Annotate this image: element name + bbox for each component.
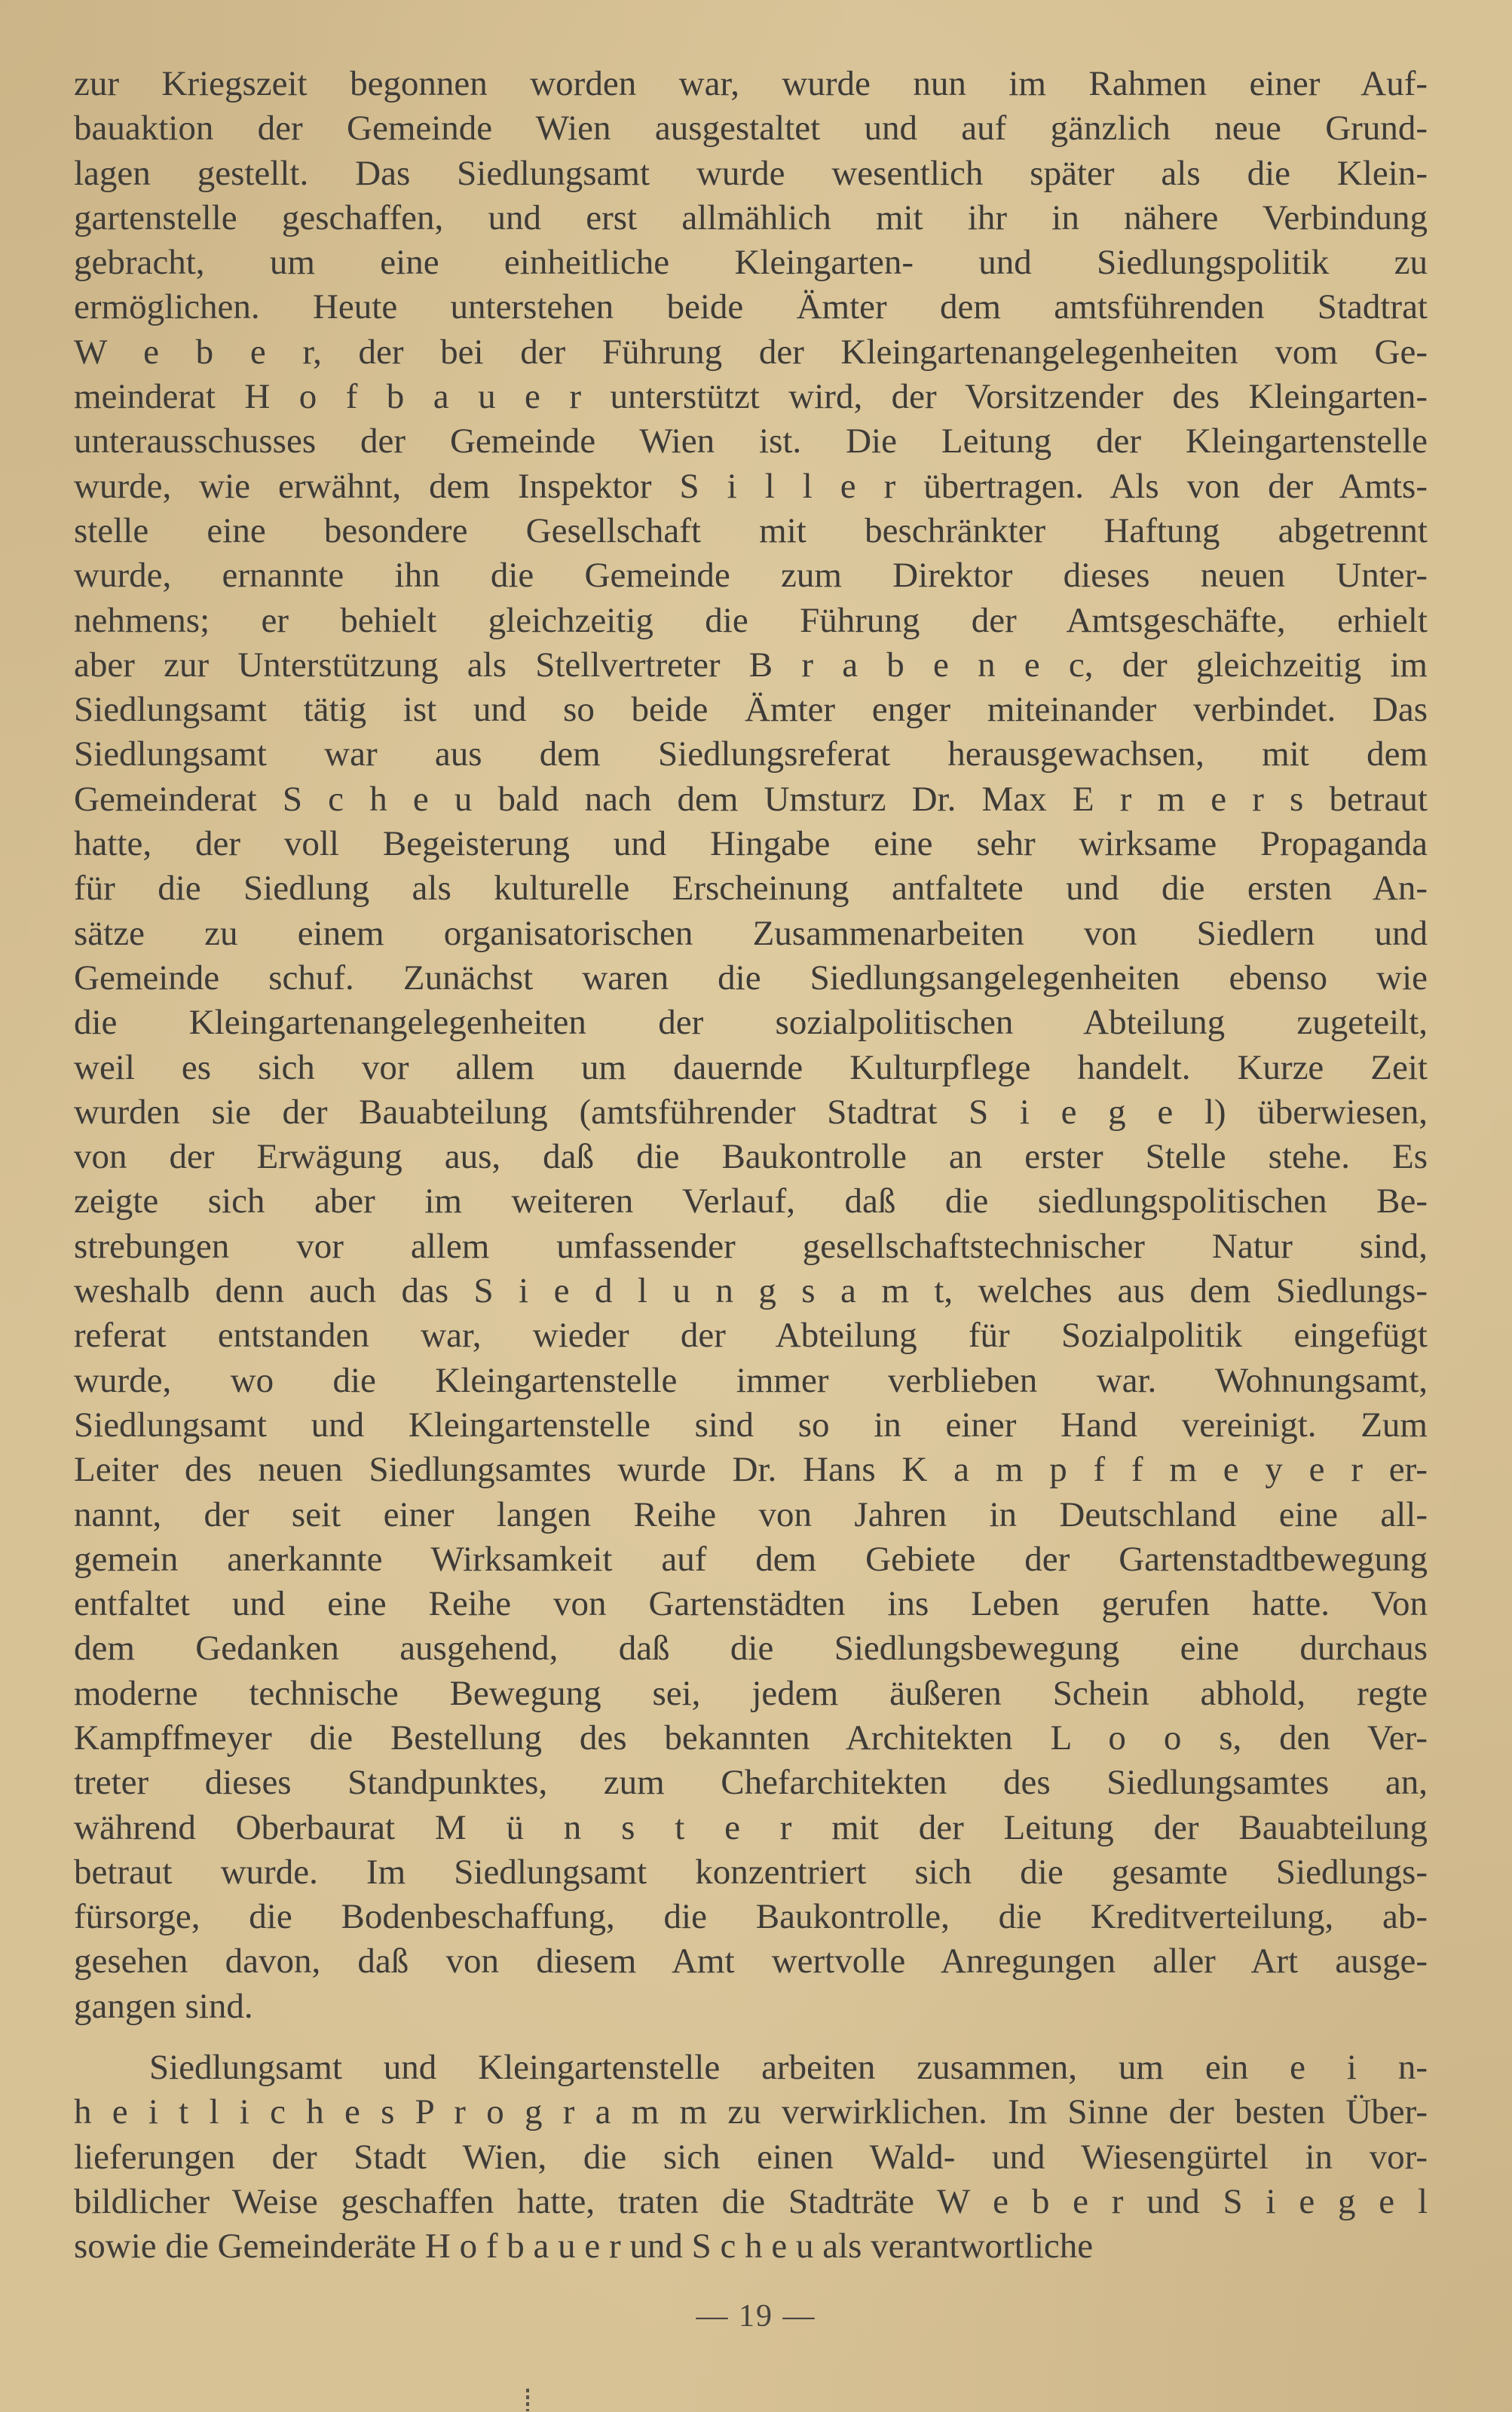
text-line: Gemeinderat S c h e u bald nach dem Umsturz Dr. Max E r m e r s betraut bbox=[74, 779, 1428, 819]
text-line: stelle eine besondere Gesellschaft mit beschränkter Haftung abgetrennt bbox=[74, 510, 1428, 550]
paragraph bbox=[74, 62, 1428, 2029]
text-line: gartenstelle geschaffen, und erst allmählich mit ihr in nähere Verbindung bbox=[74, 198, 1428, 238]
text-line: von der Erwägung aus, daß die Baukontrolle an erster Stelle stehe. Es bbox=[74, 1137, 1428, 1177]
text-line: h e i t l i c h e s P r o g r a m m zu verwirklichen. Im Sinne der besten Über- bbox=[74, 2092, 1428, 2132]
text-line: treter dieses Standpunktes, zum Chefarchitekten des Siedlungsamtes an, bbox=[74, 1763, 1428, 1803]
text-line: wurde, wo die Kleingartenstelle immer verblieben war. Wohnungsamt, bbox=[74, 1360, 1428, 1400]
text-line: bildlicher Weise geschaffen hatte, traten die Stadträte W e b e r und S i e g e l bbox=[74, 2181, 1428, 2221]
text-line: zeigte sich aber im weiteren Verlauf, daß die siedlungspolitischen Be- bbox=[74, 1181, 1428, 1221]
text-line: wurden sie der Bauabteilung (amtsführender Stadtrat S i e g e l) überwiesen, bbox=[74, 1092, 1428, 1132]
text-line: Siedlungsamt tätig ist und so beide Ämter enger miteinander verbindet. Das bbox=[74, 690, 1428, 730]
text-line: gangen sind. bbox=[74, 1986, 253, 2026]
text-line: gemein anerkannte Wirksamkeit auf dem Gebiete der Gartenstadtbewegung bbox=[74, 1539, 1428, 1579]
text-line: entfaltet und eine Reihe von Gartenstädten ins Leben gerufen hatte. Von bbox=[74, 1584, 1428, 1624]
text-line: zur Kriegszeit begonnen worden war, wurde nun im Rahmen einer Auf- bbox=[74, 64, 1428, 103]
text-line: nehmens; er behielt gleichzeitig die Führung der Amtsgeschäfte, erhielt bbox=[74, 600, 1428, 640]
text-line: betraut wurde. Im Siedlungsamt konzentriert sich die gesamte Siedlungs- bbox=[74, 1852, 1428, 1892]
text-line: W e b e r, der bei der Führung der Kleingartenangelegenheiten vom Ge- bbox=[74, 332, 1428, 372]
text-line: nannt, der seit einer langen Reihe von Jahren in Deutschland eine all- bbox=[74, 1494, 1428, 1534]
paragraph bbox=[74, 2046, 1428, 2269]
text-line: Siedlungsamt war aus dem Siedlungsreferat herausgewachsen, mit dem bbox=[74, 734, 1428, 774]
text-line: weshalb denn auch das S i e d l u n g s a m t, welches aus dem Siedlungs- bbox=[74, 1271, 1428, 1311]
text-line: meinderat H o f b a u e r unterstützt wird, der Vorsitzender des Kleingarten- bbox=[74, 377, 1428, 417]
page-number: — 19 — bbox=[696, 2299, 816, 2334]
text-line: gesehen davon, daß von diesem Amt wertvolle Anregungen aller Art ausge- bbox=[74, 1942, 1428, 1981]
text-line: sätze zu einem organisatorischen Zusammenarbeiten von Siedlern und bbox=[74, 913, 1428, 953]
text-line: weil es sich vor allem um dauernde Kulturpflege handelt. Kurze Zeit bbox=[74, 1047, 1428, 1087]
text-line: die Kleingartenangelegenheiten der sozialpolitischen Abteilung zugeteilt, bbox=[74, 1003, 1428, 1043]
text-line: Kampffmeyer die Bestellung des bekannten Architekten L o o s, den Ver- bbox=[74, 1718, 1428, 1758]
text-line: fürsorge, die Bodenbeschaffung, die Baukontrolle, die Kreditverteilung, ab- bbox=[74, 1897, 1428, 1937]
text-line: referat entstanden war, wieder der Abteilung für Sozialpolitik eingefügt bbox=[74, 1316, 1428, 1356]
text-line: ermöglichen. Heute unterstehen beide Ämter dem amtsführenden Stadtrat bbox=[74, 287, 1428, 327]
text-line: unterausschusses der Gemeinde Wien ist. Die Leitung der Kleingartenstelle bbox=[74, 421, 1428, 461]
text-line: Gemeinde schuf. Zunächst waren die Siedlungsangelegenheiten ebenso wie bbox=[74, 958, 1428, 998]
text-line: lagen gestellt. Das Siedlungsamt wurde wesentlich später als die Klein- bbox=[74, 153, 1428, 193]
text-line: bauaktion der Gemeinde Wien ausgestaltet und auf gänzlich neue Grund- bbox=[74, 109, 1428, 149]
text-line: wurde, ernannte ihn die Gemeinde zum Direktor dieses neuen Unter- bbox=[74, 556, 1428, 596]
text-line: wurde, wie erwähnt, dem Inspektor S i l l e r übertragen. Als von der Amts- bbox=[74, 466, 1428, 506]
text-line: gebracht, um eine einheitliche Kleingarten- und Siedlungspolitik zu bbox=[74, 243, 1428, 283]
text-line: hatte, der voll Begeisterung und Hingabe eine sehr wirksame Propaganda bbox=[74, 824, 1428, 864]
paragraph-gap bbox=[74, 2029, 1428, 2046]
text-line: dem Gedanken ausgehend, daß die Siedlungsbewegung eine durchaus bbox=[74, 1629, 1428, 1669]
text-line: aber zur Unterstützung als Stellvertreter B r a b e n e c, der gleichzeitig im bbox=[74, 645, 1428, 685]
text-line: sowie die Gemeinderäte H o f b a u e r und S c h e u als verantwortliche bbox=[74, 2227, 1094, 2266]
text-line: strebungen vor allem umfassender gesellschaftstechnischer Natur sind, bbox=[74, 1226, 1428, 1266]
text-line: während Oberbaurat M ü n s t e r mit der Leitung der Bauabteilung bbox=[74, 1807, 1428, 1847]
text-line: Leiter des neuen Siedlungsamtes wurde Dr. Hans K a m p f f m e y e r er- bbox=[74, 1450, 1428, 1490]
body-text bbox=[74, 62, 1428, 2269]
text-line: für die Siedlung als kulturelle Erscheinung antfaltete und die ersten An- bbox=[74, 869, 1428, 909]
text-line: moderne technische Bewegung sei, jedem äußeren Schein abhold, regte bbox=[74, 1673, 1428, 1713]
text-line: Siedlungsamt und Kleingartenstelle arbeiten zusammen, um ein e i n- bbox=[149, 2048, 1428, 2088]
text-line: Siedlungsamt und Kleingartenstelle sind so in einer Hand vereinigt. Zum bbox=[74, 1405, 1428, 1445]
page-edge-mark bbox=[526, 2389, 529, 2411]
text-line: lieferungen der Stadt Wien, die sich einen Wald- und Wiesengürtel in vor- bbox=[74, 2137, 1428, 2177]
